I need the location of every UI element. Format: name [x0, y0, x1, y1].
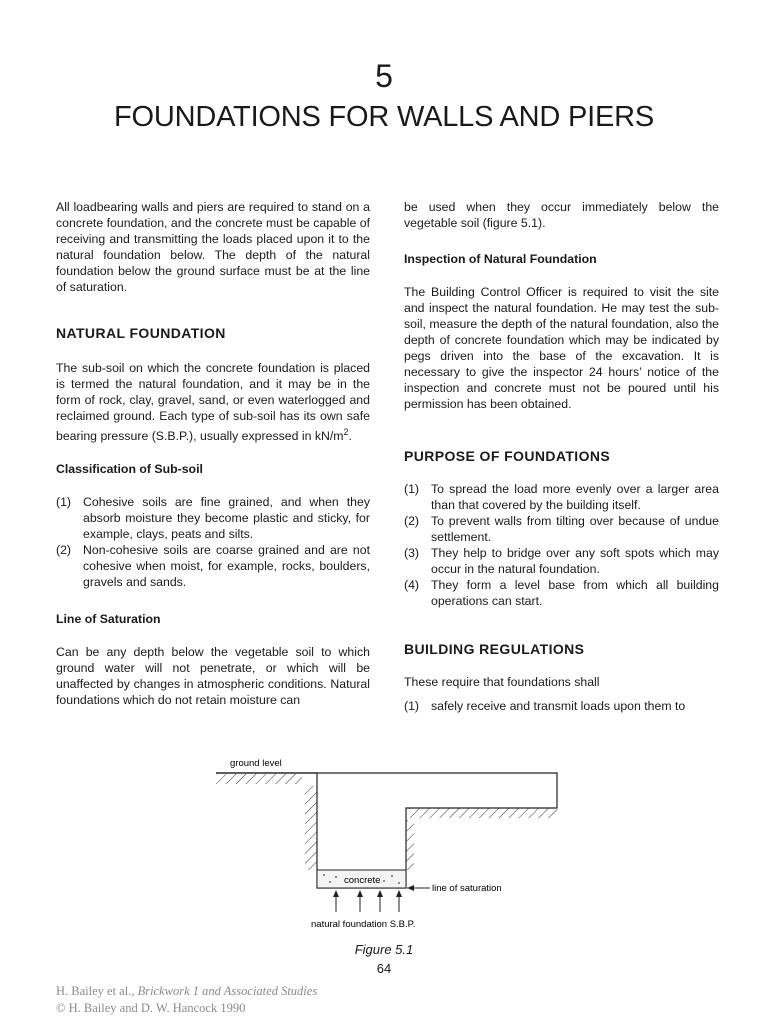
figure-caption: Figure 5.1: [354, 942, 414, 957]
list-text: They help to bridge over any soft spots which may occur in the natural foundation.: [431, 546, 719, 576]
regulations-paragraph: These require that foundations shall: [404, 675, 600, 689]
ground-hatch-right: [409, 808, 557, 818]
saturation-arrowhead: [407, 885, 414, 891]
figure-5-1-diagram: [0, 740, 768, 940]
list-number: (2): [56, 543, 72, 558]
label-ground-level: ground level: [230, 758, 282, 769]
heading-inspection: Inspection of Natural Foundation: [404, 252, 597, 266]
regulations-list: [404, 698, 719, 714]
footer-book-title: Brickwork 1 and Associated Studies: [137, 984, 318, 998]
upward-arrowhead-2: [357, 890, 363, 897]
list-text: They form a level base from which all building operations can start.: [431, 578, 719, 608]
label-concrete: concrete: [344, 875, 381, 886]
aggregate-dot: [323, 874, 325, 876]
label-natural-foundation: natural foundation S.B.P.: [311, 919, 416, 930]
purpose-list: [404, 481, 719, 609]
list-text: Non-cohesive soils are coarse grained and are not cohesive when moist, for example, rocks, boulders, gravels and sands.: [83, 543, 370, 590]
upward-arrowhead-4: [396, 890, 402, 897]
inspection-paragraph: The Building Control Officer is required to visit the site and inspect the natural foundation. He may test the sub-soil, measure the depth of the natural foundation, also the depth of concrete foundation which may be indicated by pegs driven into the base of the excavation. It is necessary to give the inspector 24 hours’ notice of the inspection and concrete must not be poured until his permission has been obtained.: [404, 285, 719, 411]
natural-foundation-text: The sub-soil on which the concrete foundation is placed is termed the natural foundation, and it may be in the form of rock, clay, gravel, sand, or even waterlogged and reclaimed ground. Each type of sub-soil has its own safe bearing pressure (S.B.P.), usually expressed in kN/m: [56, 361, 370, 444]
footer-copyright: © H. Bailey and D. W. Hancock 1990: [56, 1001, 246, 1015]
aggregate-dot: [391, 875, 393, 877]
list-item: [404, 577, 719, 609]
heading-building-regulations: BUILDING REGULATIONS: [404, 641, 585, 657]
intro-paragraph: All loadbearing walls and piers are required to stand on a concrete foundation, and the concrete must be capable of receiving and transmitting the loads placed upon it to the natural foundation below. The depth of the natural foundation below the ground surface must be at the line of saturation.: [56, 200, 370, 294]
list-item: [404, 513, 719, 545]
list-number: (1): [404, 699, 420, 713]
left-column: [56, 199, 370, 708]
list-text: To prevent walls from tilting over because of undue settlement.: [431, 514, 719, 544]
upward-arrowhead-1: [333, 890, 339, 897]
natural-foundation-paragraph: [56, 360, 370, 444]
list-item: [404, 481, 719, 513]
label-line-of-saturation: line of saturation: [432, 883, 502, 894]
classification-list: [56, 494, 370, 590]
list-text: Cohesive soils are fine grained, and when they absorb moisture they become plastic and sticky, for example, clays, peats and silts.: [83, 495, 370, 542]
natural-foundation-end: .: [348, 429, 352, 444]
list-item: [56, 494, 370, 542]
right-column: [404, 199, 719, 714]
upward-arrowhead-3: [377, 890, 383, 897]
saturation-paragraph: Can be any depth below the vegetable soil to which ground water will not penetrate, or which will be unaffected by changes in atmospheric conditions. Natural foundations which do not retain moisture can: [56, 645, 370, 708]
heading-purpose: PURPOSE OF FOUNDATIONS: [404, 448, 611, 464]
trench-wall-hatch-right: [406, 820, 414, 870]
superscript-2: 2: [343, 427, 349, 437]
list-number: (4): [404, 578, 420, 592]
list-item: [56, 542, 370, 590]
trench-wall-hatch-left: [305, 786, 317, 870]
footer-authors: H. Bailey et al.,: [56, 984, 138, 998]
heading-classification: Classification of Sub-soil: [56, 462, 203, 477]
heading-natural-foundation: NATURAL FOUNDATION: [56, 325, 226, 341]
footer-citation: [56, 984, 317, 999]
list-number: (1): [404, 482, 420, 496]
continuation-paragraph: be used when they occur immediately below the vegetable soil (figure 5.1).: [404, 200, 719, 230]
aggregate-dot: [329, 881, 331, 883]
list-text: To spread the load more evenly over a larger area than that covered by the building itself.: [431, 482, 719, 512]
aggregate-dot: [383, 880, 385, 882]
aggregate-dot: [398, 882, 400, 884]
list-number: (2): [404, 514, 420, 528]
aggregate-dot: [335, 876, 337, 878]
page-number: 64: [376, 961, 392, 976]
list-item: [404, 545, 719, 577]
heading-line-of-saturation: Line of Saturation: [56, 612, 161, 627]
list-number: (3): [404, 546, 420, 560]
list-item: [404, 698, 719, 714]
ground-hatch-left: [216, 774, 302, 784]
chapter-title: FOUNDATIONS FOR WALLS AND PIERS: [113, 101, 655, 133]
chapter-number: 5: [375, 58, 393, 94]
list-text: safely receive and transmit loads upon them to: [431, 699, 686, 713]
list-number: (1): [56, 495, 72, 510]
